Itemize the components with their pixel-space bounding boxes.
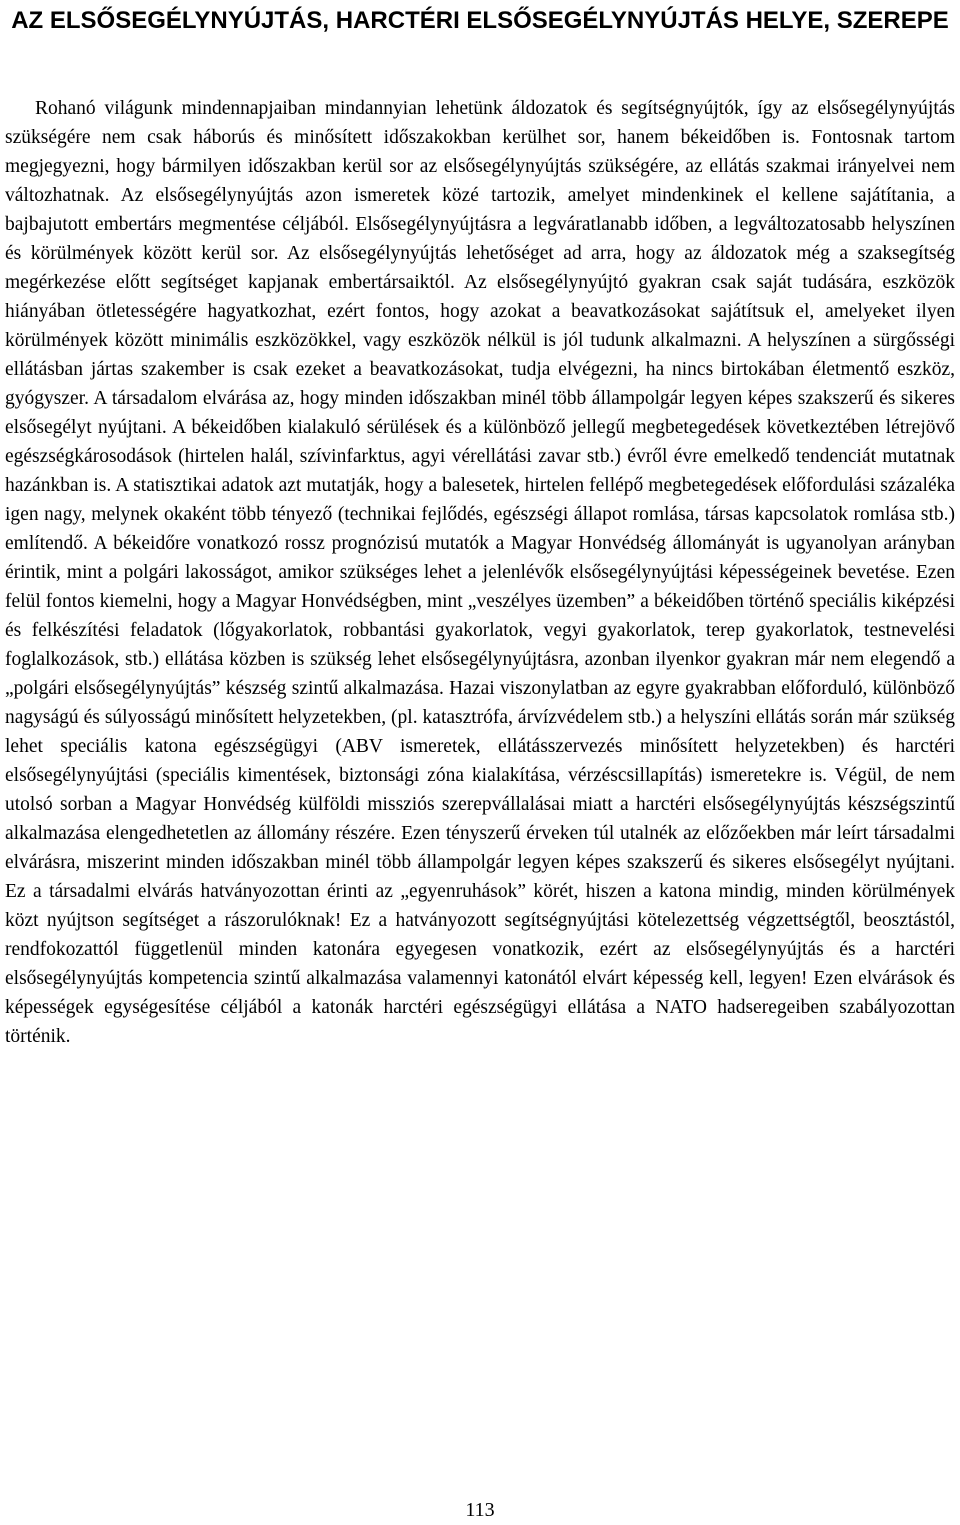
page-number: 113 [465,1499,495,1521]
document-title: AZ ELSŐSEGÉLYNYÚJTÁS, HARCTÉRI ELSŐSEGÉLYNYÚJTÁS HELYE, SZEREPE [11,7,949,34]
body-paragraph: Rohanó világunk mindennapjaiban mindannyian lehetünk áldozatok és segítségnyújtók, így az elsősegélynyújtás szükségére nem csak háborús és minősített időszakokban kerülhet sor, hanem békeidőben is. Fontosnak tartom megjegyezni, hogy bármilyen időszakban kerül sor az elsősegélynyújtás szükségére, az ellátás szakmai irányelvei nem változhatnak. Az elsősegélynyújtás azon ismeretek közé tartozik, amelyet mindenkinek el kellene sajátítania, a bajbajutott embertárs megmentése céljából. Elsősegélynyújtásra a legváratlanabb időben, a legváltozatosabb helyszínen és körülmények között kerül sor. Az elsősegélynyújtás lehetőséget ad arra, hogy az áldozatok még a szaksegítség megérkezése előtt segítséget kapjanak embertársaiktól. Az elsősegélynyújtó gyakran csak saját tudására, eszközök hiányában ötletességére hagyatkozhat, ezért fontos, hogy azokat a beavatkozásokat sajátítsuk el, amelyeket ilyen körülmények között minimális eszközökkel, vagy eszközök nélkül is jól tudunk alkalmazni. A helyszínen a sürgősségi ellátásban jártas szakember is csak ezeket a beavatkozásokat, tudja elvégezni, ha nincs birtokában életmentő eszköz, gyógyszer. A társadalom elvárása az, hogy minden időszakban minél több állampolgár legyen képes szakszerű és sikeres elsősegélyt nyújtani. A békeidőben kialakuló sérülések és a különböző jellegű megbetegedések következtében létrejövő egészségkárosodások (hirtelen halál, szívinfarktus, agyi vérellátási zavar stb.) évről évre emelkedő tendenciát mutatnak hazánkban is. A statisztikai adatok azt mutatják, hogy a balesetek, hirtelen fellépő megbetegedések előfordulási százaléka igen nagy, melynek okaként több tényező (technikai fejlődés, egészségi állapot romlása, társas kapcsolatok romlása stb.) említendő. A békeidőre vonatkozó rossz prognózisú mutatók a Magyar Honvédség állományát is ugyanolyan arányban érintik, mint a polgári lakosságot, amikor szükséges lehet a jelenlévők elsősegélynyújtási képességeinek bevetése. Ezen felül fontos kiemelni, hogy a Magyar Honvédségben, mint „veszélyes üzemben” a békeidőben történő speciális kiképzési és felkészítési feladatok (lőgyakorlatok, robbantási gyakorlatok, vegyi gyakorlatok, terep gyakorlatok, testnevelési foglalkozások, stb.) ellátása közben is szükség lehet elsősegélynyújtásra, azonban ilyenkor gyakran már nem elegendő a „polgári elsősegélynyújtás” készség szintű alkalmazása. Hazai viszonylatban az egyre gyakrabban előforduló, különböző nagyságú és súlyosságú minősített helyzetekben, (pl. katasztrófa, árvízvédelem stb.) a helyszíni ellátás során már szükség lehet speciális katona egészségügyi (ABV ismeretek, ellátásszervezés minősített helyzetekben) és harctéri elsősegélynyújtási (speciális kimentések, biztonsági zóna kialakítása, vérzéscsillapítás) ismeretekre is. Végül, de nem utolsó sorban a Magyar Honvédség külföldi missziós szerepvállalásai miatt a harctéri elsősegélynyújtás készségszintű alkalmazása elengedhetetlen az állomány részére. Ezen tényszerű érveken túl utalnék az előzőekben már leírt társadalmi elvárásra, miszerint minden időszakban minél több állampolgár legyen képes szakszerű és sikeres elsősegélyt nyújtani. Ez a társadalmi elvárás hatványozottan érinti az „egyenruhások” körét, hiszen a katona mindig, minden körülmények közt nyújtson segítséget a rászorulóknak! Ez a hatványozott segítségnyújtási kötelezettség végzettségtől, beosztástól, rendfokozattól függetlenül minden katonára egyegesen vonatkozik, ezért az elsősegélynyújtás és a harctéri elsősegélynyújtás kompetencia szintű alkalmazása valamennyi katonától elvárt képesség kell, legyen! Ezen elvárások és képességek egységesítése céljából a katonák harctéri egészségügyi ellátása a NATO hadseregeiben szabályozottan történik. [5,98,955,1047]
